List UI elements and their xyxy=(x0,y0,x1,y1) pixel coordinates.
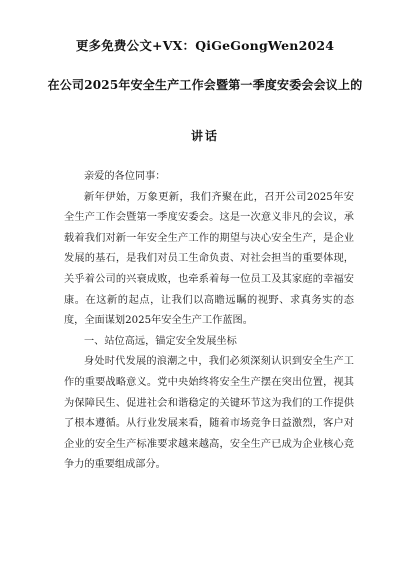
paragraph-section-1: 身处时代发展的浪潮之中，我们必须深刻认识到安全生产工作的重要战略意义。党中央始终将安全生产摆在突出位置，视其为保障民生、促进社会和谐稳定的关键环节这为我们的工作提供了根本遵循。从行业发展来看，随着市场竞争日益激烈，客户对企业的安全生产标准要求越来越高，安全生产已成为企业核心竞争力的重要组成部分。 xyxy=(64,356,354,471)
document-title-line-2: 讲话 xyxy=(190,129,219,143)
paragraph-opening: 新年伊始，万象更新，我们齐聚在此，召开公司2025年安全生产工作会暨第一季度安委会。这是一次意义非凡的会议，承载着我们对新一年安全生产工作的期望与决心安全生产，是企业发展的基石，是我们对员工生命负责、对社会担当的重要体现，关乎着公司的兴衰成败，也牵系着每一位员工及其家庭的幸福安康。在这新的起点，让我们以高瞻远瞩的视野、求真务实的态度，全面谋划2025年安全生产工作蓝图。 xyxy=(64,191,354,327)
section-heading-1: 一、站位高远，锚定安全发展坐标 xyxy=(84,335,237,347)
salutation: 亲爱的各位同事： xyxy=(84,171,166,182)
document-body xyxy=(64,167,354,476)
page-header: 更多免费公文+VX：QiGeGongWen2024 xyxy=(75,38,335,53)
document-title-line-1: 在公司2025年安全生产工作会暨第一季度安委会会议上的 xyxy=(47,78,363,92)
